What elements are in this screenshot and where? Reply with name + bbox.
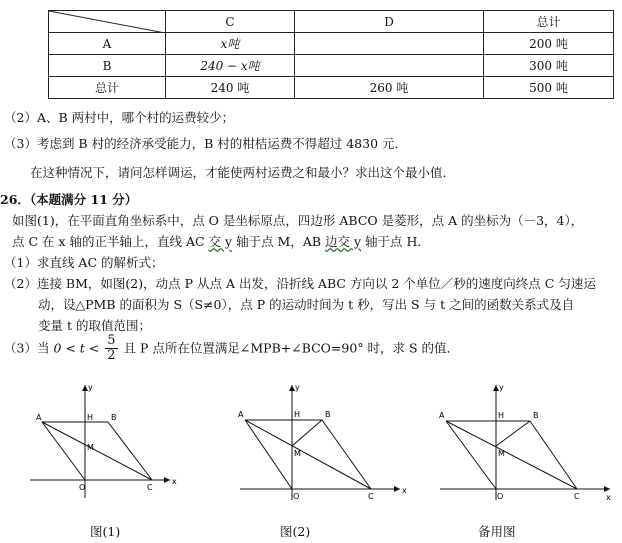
table-header-cell: D xyxy=(295,11,484,33)
table-row xyxy=(49,77,614,99)
figure-2-caption: 图(2) xyxy=(280,524,311,539)
table-corner-cell xyxy=(49,11,166,33)
label-C: C xyxy=(147,483,153,492)
label-x: x xyxy=(402,486,407,495)
inequality: 0 < t < xyxy=(53,340,100,356)
label-H: H xyxy=(294,410,301,419)
table-row xyxy=(49,55,614,77)
figure-1-caption: 图(1) xyxy=(90,524,121,539)
table-cell: 260 吨 xyxy=(295,77,484,99)
table-cell: 500 吨 xyxy=(484,77,614,99)
text-span: （3）当 xyxy=(4,340,50,356)
table-cell: B xyxy=(49,55,166,77)
figure-3-caption: 备用图 xyxy=(478,524,516,539)
fraction-numerator: 5 xyxy=(107,333,116,348)
label-B: B xyxy=(111,413,117,422)
label-y: y xyxy=(295,383,300,392)
label-y: y xyxy=(88,383,93,392)
table-cell: 300 吨 xyxy=(484,55,614,77)
table-cell: 240 − x吨 xyxy=(166,55,295,77)
table-cell: 总计 xyxy=(49,77,166,99)
label-x: x xyxy=(172,477,177,486)
question-2: （2）A、B 两村中，哪个村的运费较少； xyxy=(4,110,235,125)
q26-part2-line2: 动，设△PMB 的面积为 S（S≠0），点 P 的运动时间为 t 秒，写出 S 与 t 之间的函数关系式及自 xyxy=(38,297,575,312)
q26-intro-line1: 如图(1)，在平面直角坐标系中，点 O 是坐标原点，四边形 ABCO 是菱形，点 A 的坐标为（－3，4）， xyxy=(12,213,584,228)
table-row xyxy=(49,33,614,55)
diagonal-line xyxy=(49,11,165,33)
label-M: M xyxy=(87,443,94,452)
label-x: x xyxy=(606,493,611,500)
figure-3-diagram xyxy=(430,380,615,500)
question-3: （3）考虑到 B 村的经济承受能力，B 村的柑桔运费不得超过 4830 元． xyxy=(4,136,408,151)
label-H: H xyxy=(498,411,505,420)
wavy-underline-text: 交 y xyxy=(208,234,233,249)
table-header-row xyxy=(49,11,614,33)
text-span: 点 C 在 x 轴的正半轴上，直线 AC xyxy=(12,234,209,249)
q26-intro-line2 xyxy=(12,232,430,250)
table-cell xyxy=(295,33,484,55)
q26-part2-line3: 变量 t 的取值范围； xyxy=(38,318,151,333)
table-cell: 240 吨 xyxy=(166,77,295,99)
q26-heading: 26．（本题满分 11 分） xyxy=(0,192,138,207)
label-C: C xyxy=(368,492,374,500)
table-cell: 200 吨 xyxy=(484,33,614,55)
label-O: O xyxy=(497,492,504,500)
q26-part1: （1）求直线 AC 的解析式； xyxy=(4,255,164,270)
label-A: A xyxy=(439,411,445,420)
label-O: O xyxy=(293,492,300,500)
label-M: M xyxy=(294,449,301,458)
label-y: y xyxy=(499,383,504,392)
question-3-continued: 在这种情况下，请问怎样调运，才能使两村运费之和最小？求出这个最小值． xyxy=(30,165,456,180)
label-H: H xyxy=(87,413,94,422)
wavy-underline-text: 边交 y xyxy=(325,234,362,249)
table-cell: A xyxy=(49,33,166,55)
table-header-cell: 总计 xyxy=(484,11,614,33)
figure-1-diagram xyxy=(30,380,180,500)
label-B: B xyxy=(533,411,539,420)
label-M: M xyxy=(498,449,505,458)
label-A: A xyxy=(36,413,42,422)
text-span: 轴于点 M，AB xyxy=(232,234,326,249)
q26-part2-line1: （2）连接 BM，如图(2)，动点 P 从点 A 出发，沿折线 ABC 方向以 2 个单位／秒的速度向终点 C 匀速运 xyxy=(4,276,596,291)
figure-2-diagram xyxy=(230,380,410,500)
fraction xyxy=(105,334,117,364)
table-cell: x吨 xyxy=(166,33,295,55)
label-O: O xyxy=(79,483,86,492)
q26-part3 xyxy=(4,334,459,364)
label-B: B xyxy=(325,410,331,419)
label-C: C xyxy=(574,492,580,500)
table-header-cell: C xyxy=(166,11,295,33)
fraction-denominator: 2 xyxy=(107,348,116,364)
table-cell xyxy=(295,55,484,77)
text-span: 且 P 点所在位置满足∠MPB+∠BCO=90° 时，求 S 的值． xyxy=(123,340,460,356)
label-A: A xyxy=(238,410,244,419)
freight-table xyxy=(48,10,614,99)
text-span: 轴于点 H． xyxy=(361,234,430,249)
